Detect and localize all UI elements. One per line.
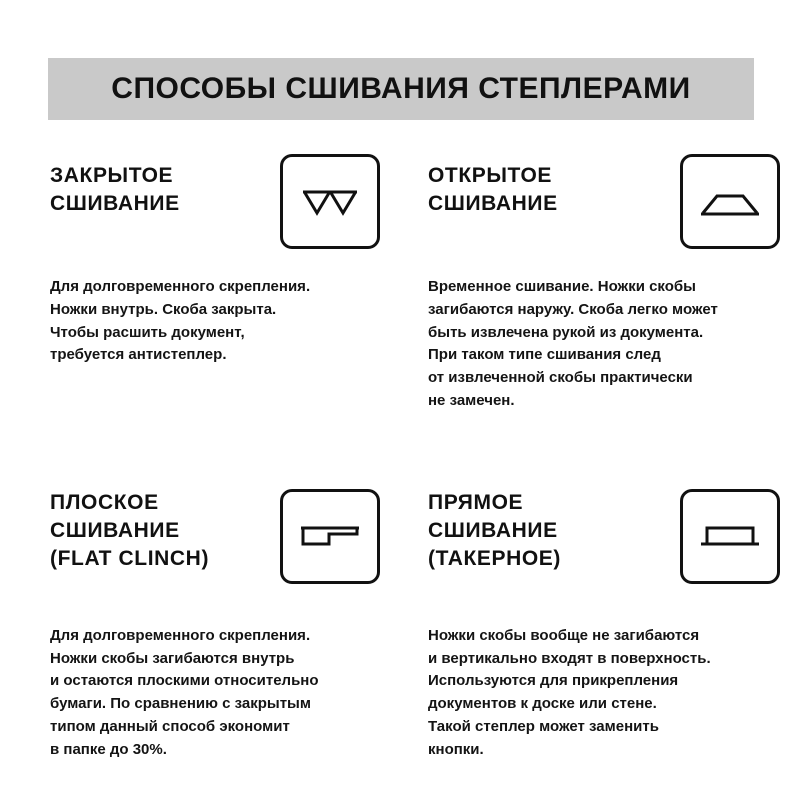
- body-line: требуется антистеплер.: [50, 346, 227, 364]
- body-line: Используются для прикрепления: [428, 672, 679, 690]
- card-heading: [50, 150, 270, 218]
- method-card-straight-stitching: [400, 477, 800, 762]
- body-line: кнопки.: [428, 740, 484, 758]
- body-line: Ножки скобы вообще не загибаются: [428, 626, 700, 644]
- body-line: Временное сшивание. Ножки скобы: [428, 278, 696, 295]
- straight-tacker-icon: [680, 489, 780, 584]
- method-card-open-stitching: [400, 150, 800, 413]
- card-heading: [428, 150, 670, 218]
- card-body: [428, 625, 780, 762]
- heading-line-2: СШИВАНИЕ: [428, 191, 558, 215]
- card-header: [50, 477, 380, 609]
- body-line: документов к доске или стене.: [428, 695, 657, 713]
- body-line: и остаются плоскими относительно: [50, 672, 319, 690]
- body-line: типом данный способ экономит: [50, 717, 290, 735]
- flat-clinch-icon: [280, 489, 380, 584]
- methods-row-2: [0, 477, 800, 762]
- card-body: [50, 625, 380, 762]
- page-title: СПОСОБЫ СШИВАНИЯ СТЕПЛЕРАМИ: [111, 72, 691, 105]
- body-line: быть извлечена рукой из документа.: [428, 323, 704, 341]
- open-clinch-icon: [680, 154, 780, 249]
- heading-line-1: ПРЯМОЕ: [428, 490, 524, 514]
- body-line: Ножки внутрь. Скоба закрыта.: [50, 300, 277, 318]
- heading-line-2: СШИВАНИЕ: [50, 518, 180, 542]
- heading-line-2: СШИВАНИЕ: [428, 518, 558, 542]
- body-line: Для долговременного скрепления.: [50, 626, 311, 644]
- body-line: Для долговременного скрепления.: [50, 278, 311, 295]
- page-title-bar: [48, 58, 754, 120]
- closed-clinch-icon: [280, 154, 380, 249]
- card-heading: [50, 477, 270, 573]
- body-line: При таком типе сшивания след: [428, 346, 661, 364]
- heading-line-3: (ТАКЕРНОЕ): [428, 546, 561, 570]
- body-line: загибаются наружу. Скоба легко может: [428, 300, 718, 318]
- body-line: Такой степлер может заменить: [428, 717, 659, 735]
- methods-grid: [0, 150, 800, 762]
- body-line: и вертикально входят в поверхность.: [428, 649, 711, 667]
- heading-line-3: (FLAT CLINCH): [50, 546, 210, 570]
- heading-line-1: ПЛОСКОЕ: [50, 490, 159, 514]
- card-body: [50, 276, 380, 367]
- methods-row-1: [0, 150, 800, 413]
- card-body: [428, 276, 780, 413]
- card-header: [428, 477, 780, 609]
- card-header: [50, 150, 380, 260]
- heading-line-1: ОТКРЫТОЕ: [428, 164, 552, 187]
- card-header: [428, 150, 780, 260]
- method-card-flat-stitching: [0, 477, 400, 762]
- method-card-closed-stitching: [0, 150, 400, 413]
- heading-line-2: СШИВАНИЕ: [50, 191, 180, 215]
- body-line: не замечен.: [428, 391, 515, 409]
- heading-line-1: ЗАКРЫТОЕ: [50, 164, 174, 187]
- body-line: в папке до 30%.: [50, 740, 167, 758]
- body-line: Ножки скобы загибаются внутрь: [50, 649, 295, 667]
- body-line: Чтобы расшить документ,: [50, 323, 245, 341]
- body-line: бумаги. По сравнению с закрытым: [50, 695, 311, 713]
- card-heading: [428, 477, 670, 573]
- body-line: от извлеченной скобы практически: [428, 369, 693, 387]
